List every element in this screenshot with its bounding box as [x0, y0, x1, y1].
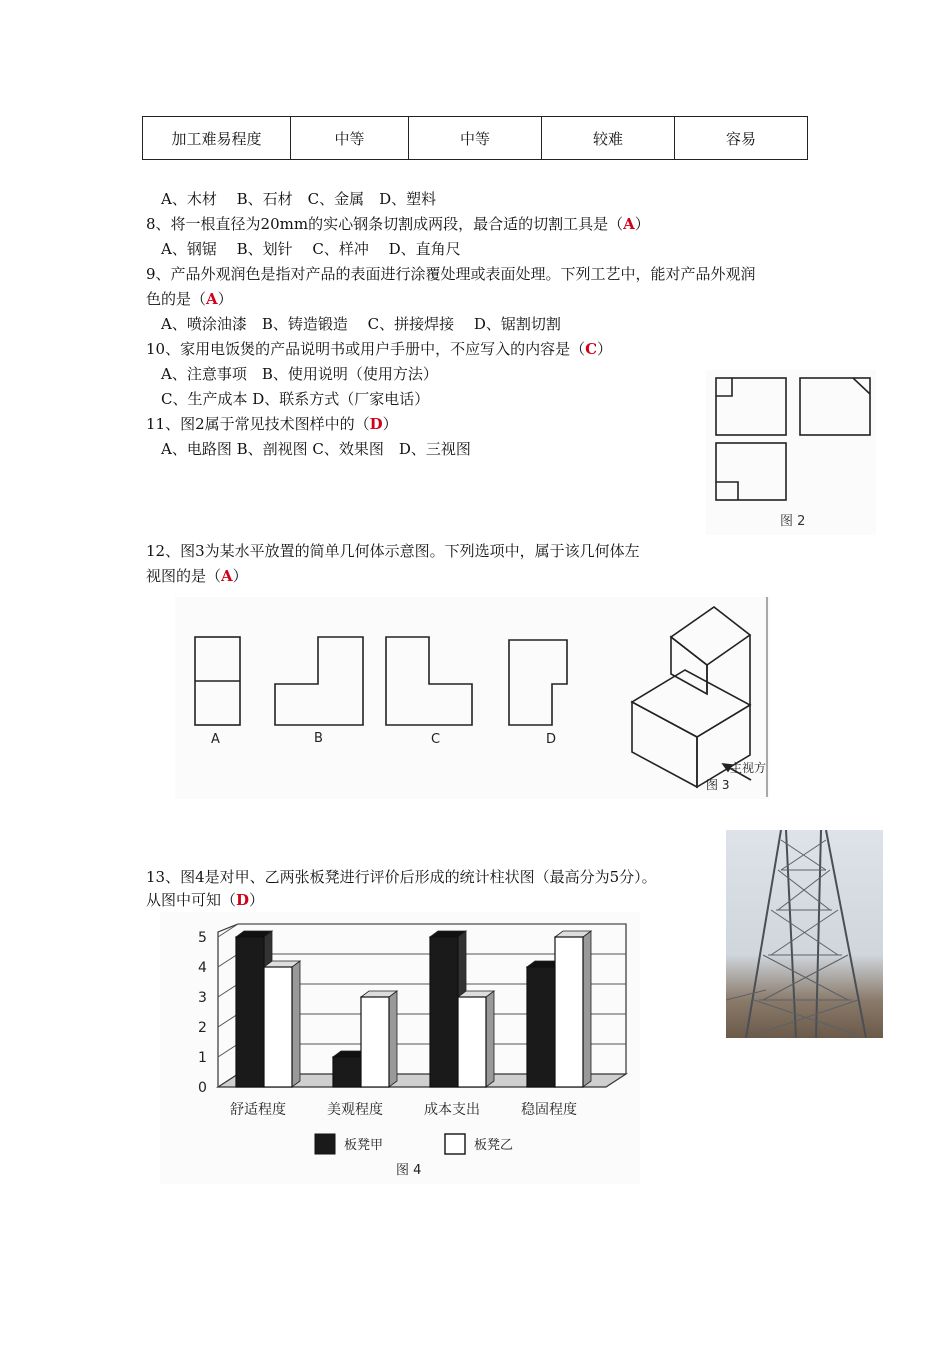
bar-chart	[160, 912, 640, 1184]
y-tick-label: 2	[198, 1020, 207, 1036]
figure-3	[175, 597, 770, 799]
q8-close: ）	[634, 215, 650, 233]
x-category-label: 美观程度	[327, 1102, 383, 1118]
fig2-front-notch	[716, 378, 732, 396]
q11-question	[146, 413, 398, 435]
table-cell: 中等	[291, 117, 409, 160]
figure-4	[160, 912, 640, 1184]
label-d: D	[546, 732, 557, 747]
q12-text1: 12、图3为某水平放置的简单几何体示意图。下列选项中，属于该几何体左	[146, 542, 640, 560]
fig2-side-notch	[716, 482, 738, 500]
x-category-label: 稳固程度	[521, 1102, 577, 1118]
fig3-caption: 图 3	[706, 778, 730, 792]
q13-close: ）	[249, 891, 265, 909]
fig2-front-view	[716, 378, 786, 435]
label-b: B	[314, 731, 323, 746]
q10-options2: C、生产成本 D、联系方式（厂家电话）	[161, 390, 430, 408]
bar	[333, 1057, 361, 1087]
q9-question	[146, 288, 233, 310]
q9-text1: 9、产品外观润色是指对产品的表面进行涂覆处理或表面处理。下列工艺中，能对产品外观润	[146, 265, 756, 283]
fig2-side-view	[716, 443, 786, 500]
table-cell: 加工难易程度	[143, 117, 291, 160]
q9-text2: 色的是（	[146, 290, 207, 308]
q13-answer: D	[236, 891, 250, 909]
table-cell: 较难	[542, 117, 675, 160]
material-table	[142, 116, 808, 160]
q8-text: 8、将一根直径为20mm的实心钢条切割成两段，最合适的切割工具是（	[146, 215, 624, 233]
q8-question	[146, 213, 650, 235]
fig2-caption: 图 2	[780, 514, 806, 529]
bar	[555, 937, 583, 1087]
legend-swatch-series-2	[445, 1134, 465, 1154]
table-cell: 容易	[675, 117, 808, 160]
y-tick-label: 1	[198, 1050, 207, 1066]
q12-question	[146, 565, 248, 587]
bar-side	[583, 931, 591, 1087]
q10-close: ）	[597, 340, 613, 358]
q9-close: ）	[217, 290, 233, 308]
tower-photo-drawing	[726, 830, 883, 1038]
figure-2-drawing	[706, 370, 876, 535]
legend-swatch-series-1	[315, 1134, 335, 1154]
bar	[264, 967, 292, 1087]
table-row	[143, 117, 808, 160]
fig2-top-chamfer	[853, 378, 870, 394]
label-c: C	[431, 732, 441, 747]
q10-options1: A、注意事项 B、使用说明（使用方法）	[161, 365, 438, 383]
q7-options: A、木材 B、石材 C、金属 D、塑料	[161, 190, 437, 208]
figure-2	[706, 370, 876, 535]
q12-text2: 视图的是（	[146, 567, 222, 585]
q12-close: ）	[232, 567, 248, 585]
q9-options: A、喷涂油漆 B、铸造锻造 C、拼接焊接 D、锯割切割	[161, 315, 561, 333]
legend-label-series-2: 板凳乙	[474, 1138, 514, 1153]
bar-side	[292, 961, 300, 1087]
q10-question	[146, 338, 612, 360]
fig4-caption: 图 4	[396, 1163, 422, 1178]
x-category-label: 舒适程度	[230, 1102, 286, 1118]
legend-label-series-1: 板凳甲	[344, 1138, 384, 1153]
y-tick-label: 0	[198, 1080, 207, 1096]
bar	[236, 937, 264, 1087]
q11-text: 11、图2属于常见技术图样中的（	[146, 415, 370, 433]
bar	[361, 997, 389, 1087]
q10-answer: C	[585, 340, 598, 358]
bar-side	[389, 991, 397, 1087]
bar-side	[486, 991, 494, 1087]
q13-text1: 13、图4是对甲、乙两张板凳进行评价后形成的统计柱状图（最高分为5分）。	[146, 868, 657, 886]
q13-question	[146, 889, 264, 911]
isometric-solid	[632, 607, 750, 787]
q8-answer: A	[623, 215, 635, 233]
label-a: A	[211, 732, 220, 747]
q13-text2: 从图中可知（	[146, 891, 237, 909]
figure-3-drawing	[175, 597, 770, 799]
y-tick-label: 5	[198, 930, 207, 946]
bar	[527, 967, 555, 1087]
tower-photo	[726, 830, 883, 1038]
q12-answer: A	[221, 567, 233, 585]
bar	[430, 937, 458, 1087]
fig2-top-view	[800, 378, 870, 435]
q11-answer: D	[369, 415, 383, 433]
q11-close: ）	[382, 415, 398, 433]
q11-options: A、电路图 B、剖视图 C、效果图 D、三视图	[161, 440, 471, 458]
q8-options: A、钢锯 B、划针 C、样冲 D、直角尺	[161, 240, 461, 258]
x-category-label: 成本支出	[424, 1102, 480, 1118]
bar	[458, 997, 486, 1087]
table-cell: 中等	[409, 117, 542, 160]
y-tick-label: 4	[198, 960, 207, 976]
option-c-shape	[386, 637, 472, 725]
chart-legend	[315, 1134, 513, 1154]
option-b-shape	[275, 637, 363, 725]
option-d-shape	[509, 640, 567, 725]
q10-text: 10、家用电饭煲的产品说明书或用户手册中，不应写入的内容是（	[146, 340, 586, 358]
y-tick-label: 3	[198, 990, 207, 1006]
arrow-label: 主视方	[730, 761, 767, 775]
q9-answer: A	[206, 290, 218, 308]
